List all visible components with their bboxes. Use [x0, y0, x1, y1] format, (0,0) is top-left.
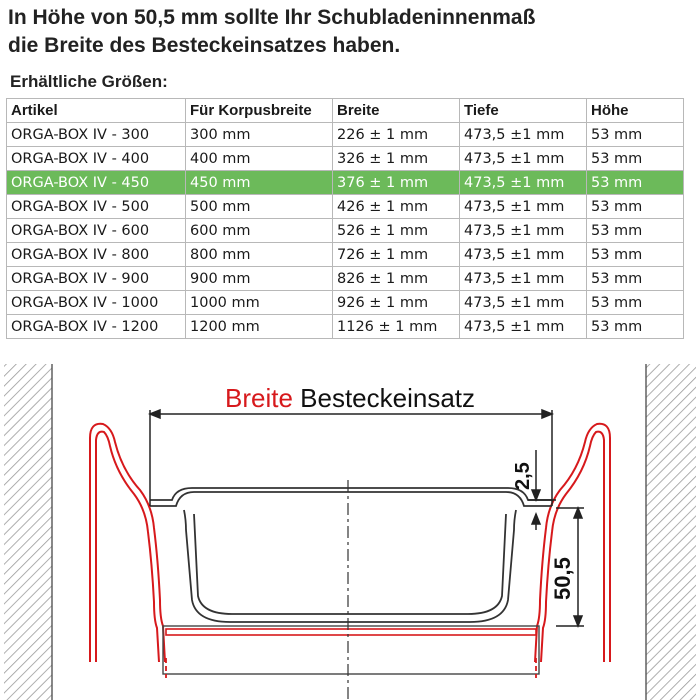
cell-hoehe: 53 mm [587, 147, 684, 171]
cell-tiefe: 473,5 ±1 mm [460, 123, 587, 147]
column-header-breite: Breite [333, 99, 460, 123]
label-breite-red: Breite [224, 383, 293, 413]
column-header-artikel: Artikel [7, 99, 186, 123]
cell-artikel: ORGA-BOX IV - 450 [7, 171, 186, 195]
cell-korpusbreite: 450 mm [186, 171, 333, 195]
table-title: Erhältliche Größen: [10, 72, 168, 91]
cross-section-diagram [0, 350, 700, 700]
cell-artikel: ORGA-BOX IV - 1200 [7, 315, 186, 339]
cell-hoehe: 53 mm [587, 267, 684, 291]
cell-artikel: ORGA-BOX IV - 400 [7, 147, 186, 171]
cell-korpusbreite: 1000 mm [186, 291, 333, 315]
label-besteckeinsatz: Besteckeinsatz [300, 383, 476, 413]
cell-hoehe: 53 mm [587, 315, 684, 339]
cell-korpusbreite: 300 mm [186, 123, 333, 147]
cell-korpusbreite: 600 mm [186, 219, 333, 243]
cell-artikel: ORGA-BOX IV - 800 [7, 243, 186, 267]
cell-tiefe: 473,5 ±1 mm [460, 219, 587, 243]
dimension-label-width [225, 383, 475, 413]
headline-line-2: die Breite des Besteckeinsatzes haben. [8, 34, 401, 57]
cell-breite: 926 ± 1 mm [333, 291, 460, 315]
cell-korpusbreite: 800 mm [186, 243, 333, 267]
headline [8, 4, 698, 60]
cell-hoehe: 53 mm [587, 291, 684, 315]
cell-hoehe: 53 mm [587, 243, 684, 267]
column-header-tiefe: Tiefe [460, 99, 587, 123]
cell-korpusbreite: 1200 mm [186, 315, 333, 339]
cell-tiefe: 473,5 ±1 mm [460, 171, 587, 195]
dimension-label-50-5: 50,5 [550, 557, 575, 600]
cutlery-insert [150, 488, 552, 622]
column-header-korpusbreite: Für Korpusbreite [186, 99, 333, 123]
cell-breite: 726 ± 1 mm [333, 243, 460, 267]
table-header-row [7, 99, 684, 123]
cell-breite: 226 ± 1 mm [333, 123, 460, 147]
column-header-hoehe: Höhe [587, 99, 684, 123]
drawer-bottom [163, 626, 539, 678]
cell-tiefe: 473,5 ±1 mm [460, 243, 587, 267]
cell-breite: 326 ± 1 mm [333, 147, 460, 171]
dimension-label-2-5: 2,5 [512, 462, 534, 490]
right-drawer-wall [646, 364, 696, 700]
cell-hoehe: 53 mm [587, 171, 684, 195]
cell-tiefe: 473,5 ±1 mm [460, 291, 587, 315]
table-row [7, 315, 684, 339]
cell-tiefe: 473,5 ±1 mm [460, 267, 587, 291]
left-drawer-profile [90, 424, 165, 662]
table-row-highlighted [7, 171, 684, 195]
cell-tiefe: 473,5 ±1 mm [460, 147, 587, 171]
cell-tiefe: 473,5 ±1 mm [460, 195, 587, 219]
cell-korpusbreite: 500 mm [186, 195, 333, 219]
table-row [7, 123, 684, 147]
cell-hoehe: 53 mm [587, 123, 684, 147]
cell-artikel: ORGA-BOX IV - 500 [7, 195, 186, 219]
cell-breite: 526 ± 1 mm [333, 219, 460, 243]
cell-breite: 826 ± 1 mm [333, 267, 460, 291]
table-row [7, 243, 684, 267]
cell-hoehe: 53 mm [587, 195, 684, 219]
cell-artikel: ORGA-BOX IV - 900 [7, 267, 186, 291]
cross-section-svg [0, 350, 700, 700]
table-row [7, 267, 684, 291]
table-row [7, 147, 684, 171]
cell-tiefe: 473,5 ±1 mm [460, 315, 587, 339]
cell-korpusbreite: 900 mm [186, 267, 333, 291]
cell-breite: 376 ± 1 mm [333, 171, 460, 195]
cell-breite: 426 ± 1 mm [333, 195, 460, 219]
table-row [7, 291, 684, 315]
cell-hoehe: 53 mm [587, 219, 684, 243]
headline-line-1: In Höhe von 50,5 mm sollte Ihr Schubladeninnenmaß [8, 6, 536, 29]
table-row [7, 195, 684, 219]
sizes-table [6, 98, 684, 339]
cell-breite: 1126 ± 1 mm [333, 315, 460, 339]
left-drawer-wall [4, 364, 52, 700]
cell-artikel: ORGA-BOX IV - 300 [7, 123, 186, 147]
cell-artikel: ORGA-BOX IV - 1000 [7, 291, 186, 315]
table-row [7, 219, 684, 243]
cell-artikel: ORGA-BOX IV - 600 [7, 219, 186, 243]
cell-korpusbreite: 400 mm [186, 147, 333, 171]
